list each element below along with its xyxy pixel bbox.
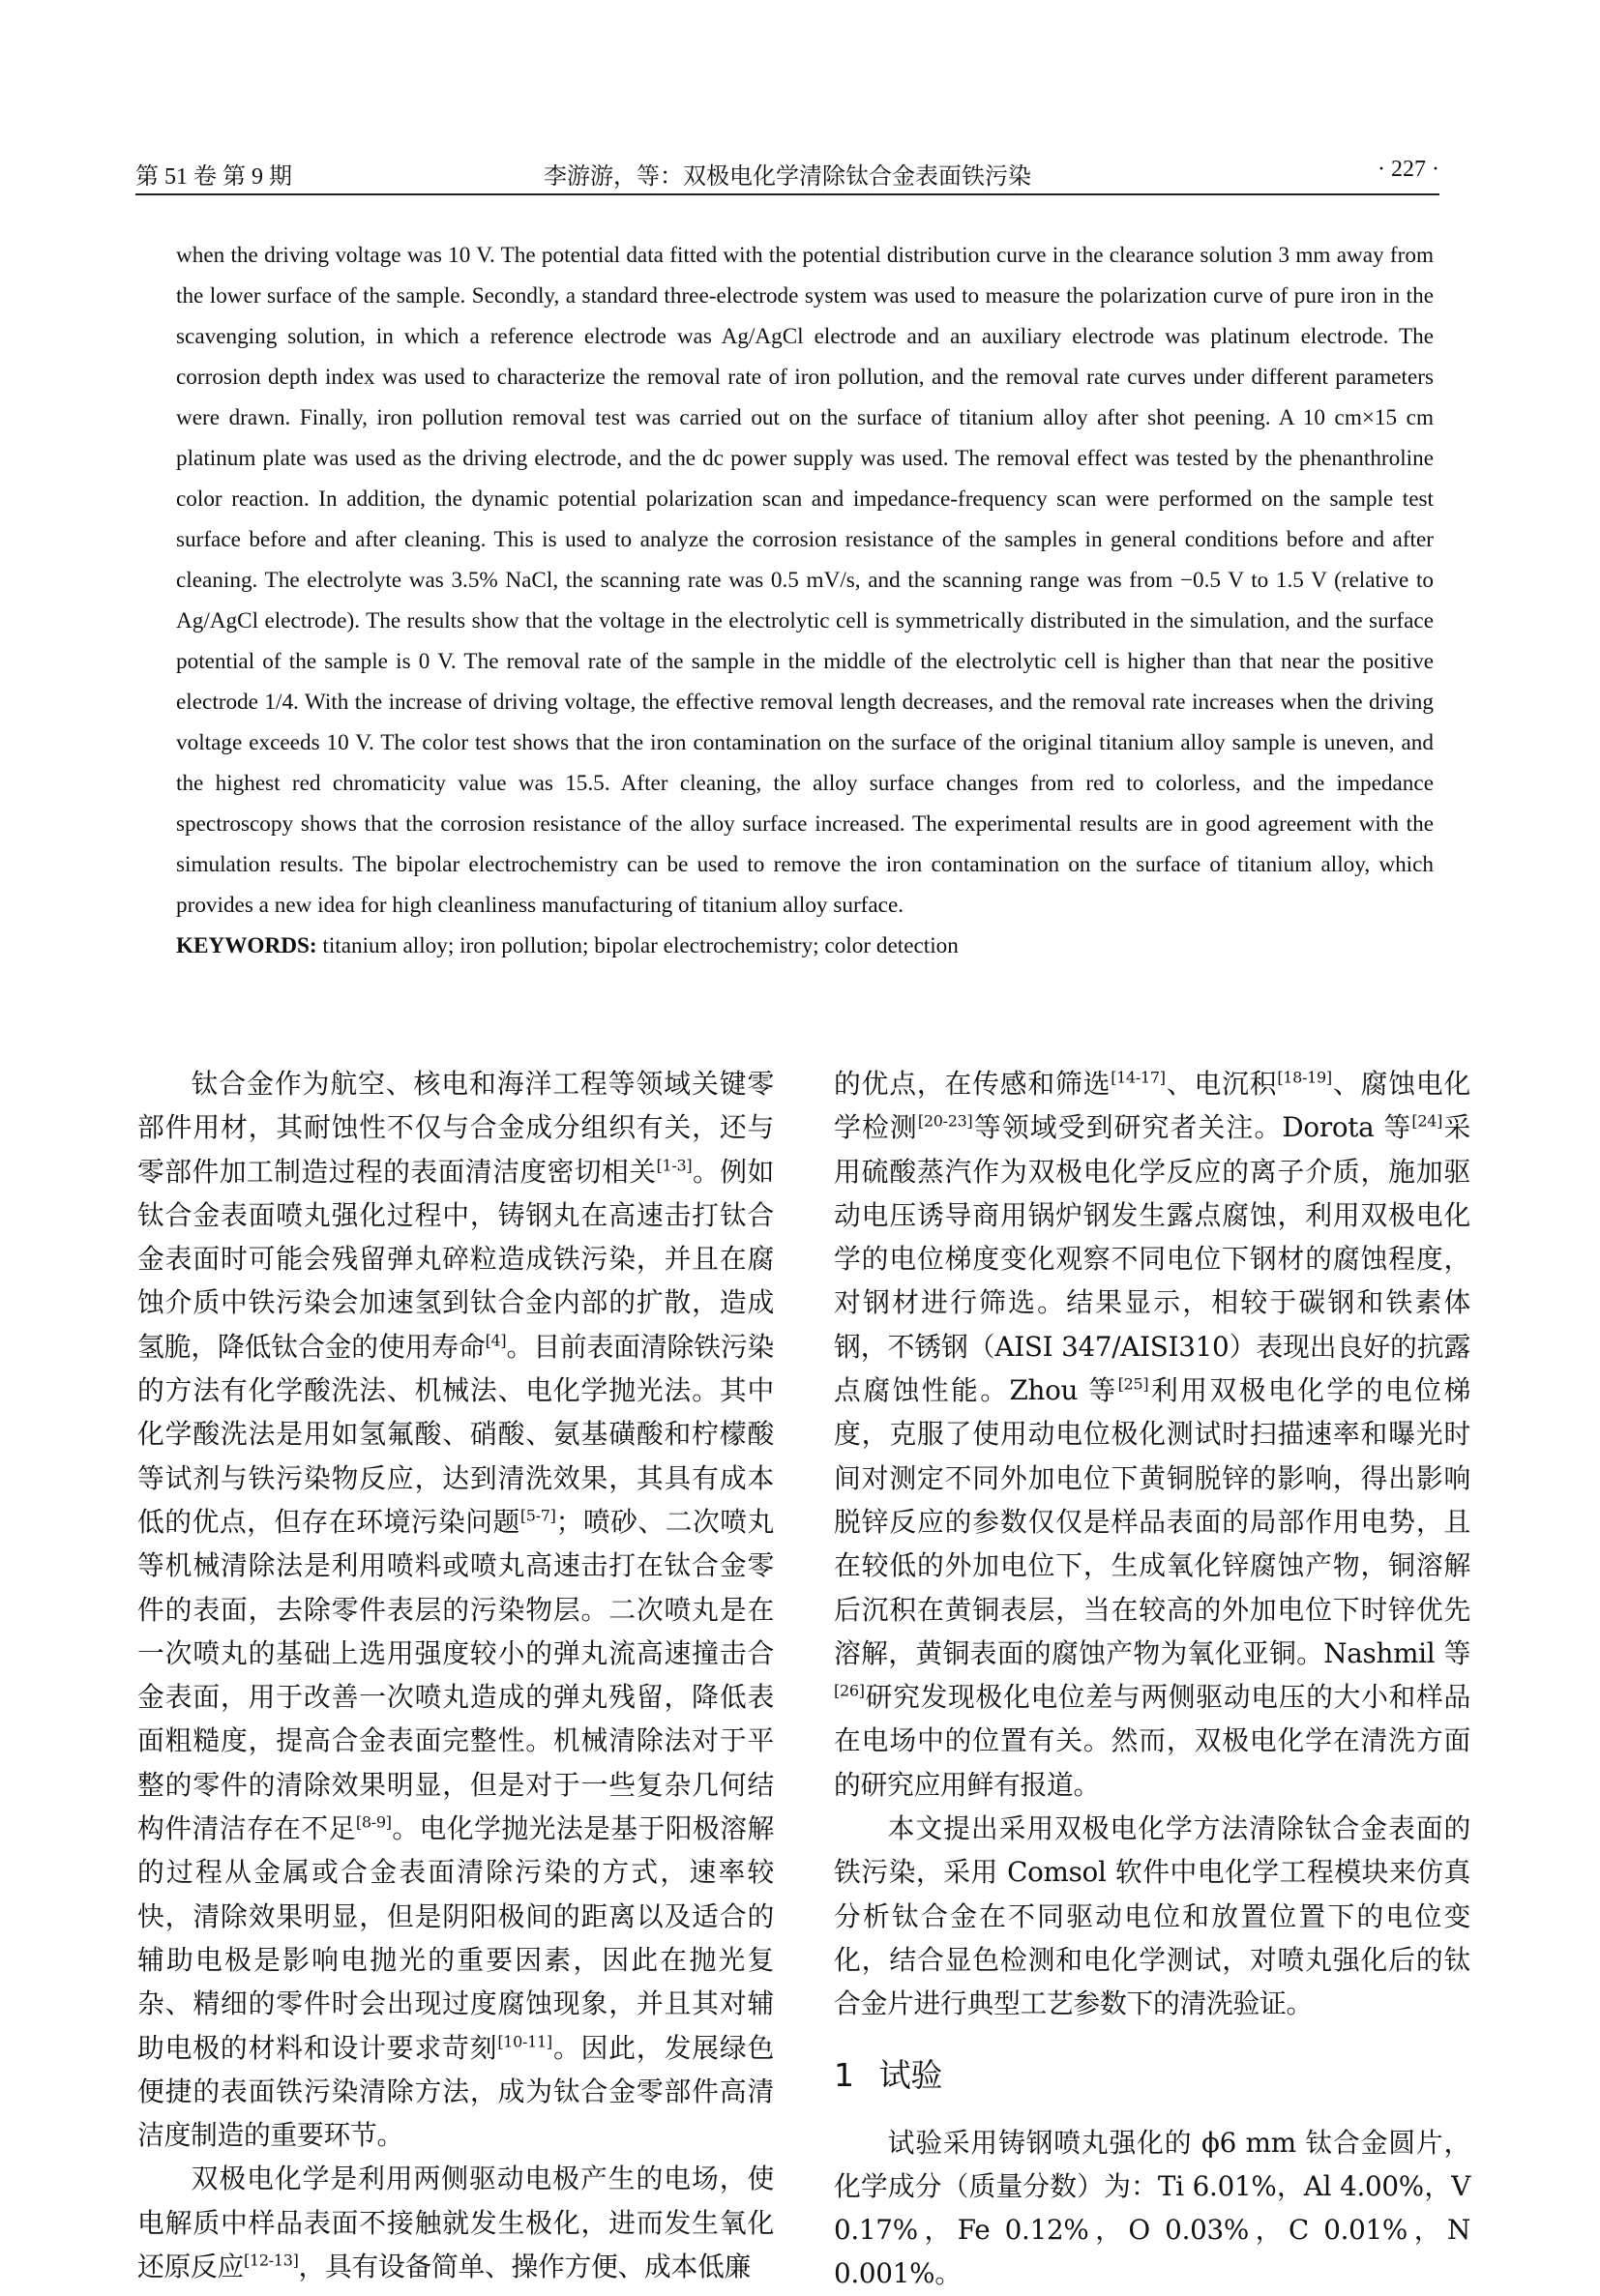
citation: [1-3] (656, 1156, 693, 1175)
intro-paragraph-3: 本文提出采用双极电化学方法清除钛合金表面的铁污染，采用 Comsol 软件中电化学工程模块来仿真分析钛合金在不同驱动电位和放置位置下的电位变化，结合显色检测和电化学测试，对喷丸强化后的钛合金片进行典型工艺参数下的清洗验证。 (834, 1812, 1470, 2020)
text-run: ；喷砂、二次喷丸等机械清除法是利用喷料或喷丸高速击打在钛合金零件的表面，去除零件表层的污染物层。二次喷丸是在一次喷丸的基础上选用强度较小的弹丸流高速撞击合金表面，用于改善一次喷丸造成的弹丸残留，降低表面粗糙度，提高合金表面完整性。机械清除法对于平整的零件的清除效果明显，但是对于一些复杂几何结构件清洁存在不足 (137, 1505, 774, 1845)
text-run: 的优点，在传感和筛选 (834, 1068, 1111, 1100)
text-run: 双极电化学是利用两侧驱动电极产生的电场，使电解质中样品表面不接触就发生极化，进而发生氧化还原反应 (137, 2163, 774, 2283)
text-run: 。例如钛合金表面喷丸强化过程中，铸钢丸在高速击打钛合金表面时可能会残留弹丸碎粒造成铁污染，并且在腐蚀介质中铁污染会加速氢到钛合金内部的扩散，造成氢脆，降低钛合金的使用寿命 (137, 1155, 774, 1363)
citation: [4] (485, 1331, 507, 1350)
running-header (135, 155, 1439, 195)
keywords-line (176, 926, 1434, 966)
text-run: ，具有设备简单、操作方便、成本低廉 (298, 2251, 751, 2283)
text-run: 等领域受到研究者关注。Dorota 等 (972, 1111, 1412, 1144)
citation: [25] (1117, 1374, 1149, 1394)
citation: [10-11] (497, 2032, 552, 2051)
section-title: 试验 (878, 2055, 943, 2094)
intro-paragraph-2-continued (834, 1062, 1470, 1807)
text-run: 利用双极电化学的电位梯度，克服了使用动电位极化测试时扫描速率和曝光时间对测定不同外加电位下黄铜脱锌的影响，得出影响脱锌反应的参数仅仅是样品表面的局部作用电势，且在较低的外加电位下，生成氧化锌腐蚀产物，铜溶解后沉积在黄铜表层，当在较高的外加电位下时锌优先溶解，黄铜表面的腐蚀产物为氧化亚铜。Nashmil 等 (834, 1374, 1471, 1669)
citation: [20-23] (917, 1112, 973, 1132)
text-run: 、电沉积 (1165, 1068, 1278, 1100)
section-heading (834, 2051, 1470, 2100)
intro-paragraph-2 (137, 2157, 774, 2288)
text-run: 钛合金作为航空、核电和海洋工程等领域关键零部件用材，其耐蚀性不仅与合金成分组织有关，还与零部件加工制造过程的表面清洁度密切相关 (137, 1068, 774, 1188)
citation: [24] (1411, 1112, 1443, 1132)
citation: [26] (834, 1681, 865, 1700)
keywords-list: titanium alloy; iron pollution; bipolar electrochemistry; color detection (316, 933, 959, 958)
citation: [8-9] (355, 1812, 392, 1832)
text-run: 。电化学抛光法是基于阳极溶解的过程从金属或合金表面清除污染的方式，速率较快，清除效果明显，但是阴阳极间的距离以及适合的辅助电极是影响电抛光的重要因素，因此在抛光复杂、精细的零件时会出现过度腐蚀现象，并且其对辅助电极的材料和设计要求苛刻 (137, 1812, 774, 2064)
left-column (137, 1062, 774, 2288)
volume-issue: 第 51 卷 第 9 期 (135, 164, 292, 190)
page-number: · 227 · (1378, 157, 1439, 182)
english-abstract (176, 235, 1434, 966)
text-run: 、腐蚀电化学检测 (834, 1068, 1470, 1144)
citation: [14-17] (1111, 1068, 1166, 1087)
text-run: 。目前表面清除铁污染的方法有化学酸洗法、机械法、电化学抛光法。其中化学酸洗法是用如氢氟酸、硝酸、氨基磺酸和柠檬酸等试剂与铁污染物反应，达到清洗效果，其具有成本低的优点，但存在环境污染问题 (137, 1330, 774, 1538)
intro-paragraph-1 (137, 1062, 774, 2157)
experiment-paragraph: 试验采用铸钢喷丸强化的 ϕ6 mm 钛合金圆片，化学成分（质量分数）为：Ti 6.01%，Al 4.00%，V 0.17%，Fe 0.12%，O 0.03%，C 0.01%，N 0.001%。 (834, 2126, 1470, 2290)
section-number: 1 (834, 2055, 854, 2094)
text-run: 研究发现极化电位差与两侧驱动电压的大小和样品在电场中的位置有关。然而，双极电化学在清洗方面的研究应用鲜有报道。 (834, 1681, 1470, 1801)
text-run: 采用硫酸蒸汽作为双极电化学反应的离子介质，施加驱动电压诱导商用锅炉钢发生露点腐蚀，利用双极电化学的电位梯度变化观察不同电位下钢材的腐蚀程度，对钢材进行筛选。结果显示，相较于碳钢和铁素体钢，不锈钢（AISI 347/AISI310）表现出良好的抗露点腐蚀性能。Zhou 等 (834, 1111, 1470, 1407)
right-column (834, 1062, 1470, 2296)
citation: [5-7] (519, 1506, 556, 1525)
citation: [12-13] (244, 2251, 299, 2270)
citation: [18-19] (1277, 1068, 1332, 1087)
text-run: 。因此，发展绿色便捷的表面铁污染清除方法，成为钛合金零部件高清洁度制造的重要环节。 (137, 2031, 774, 2152)
running-title: 李游游，等：双极电化学清除钛合金表面铁污染 (544, 164, 1031, 190)
keywords-label: KEYWORDS: (176, 933, 317, 958)
abstract-text: when the driving voltage was 10 V. The potential data fitted with the potential distribution curve in the clearance solution 3 mm away from the lower surface of the sample. Secondly, a standard three-electrode system was used to measure the polarization curve of pure iron in the scavenging solution, in which a reference electrode was Ag/AgCl electrode and an auxiliary electrode was platinum electrode. The corrosion depth index was used to characterize the removal rate of iron pollution, and the removal rate curves under different parameters were drawn. Finally, iron pollution removal test was carried out on the surface of titanium alloy after shot peening. A 10 cm×15 cm platinum plate was used as the driving electrode, and the dc power supply was used. The removal effect was tested by the phenanthroline color reaction. In addition, the dynamic potential polarization scan and impedance-frequency scan were performed on the sample test surface before and after cleaning. This is used to analyze the corrosion resistance of the samples in general conditions before and after cleaning. The electrolyte was 3.5% NaCl, the scanning rate was 0.5 mV/s, and the scanning range was from −0.5 V to 1.5 V (relative to Ag/AgCl electrode). The results show that the voltage in the electrolytic cell is symmetrically distributed in the simulation, and the surface potential of the sample is 0 V. The removal rate of the sample in the middle of the electrolytic cell is higher than that near the positive electrode 1/4. With the increase of driving voltage, the effective removal length decreases, and the removal rate increases when the driving voltage exceeds 10 V. The color test shows that the iron contamination on the surface of the original titanium alloy sample is uneven, and the highest red chromaticity value was 15.5. After cleaning, the alloy surface changes from red to colorless, and the impedance spectroscopy shows that the corrosion resistance of the alloy surface increased. The experimental results are in good agreement with the simulation results. The bipolar electrochemistry can be used to remove the iron contamination on the surface of titanium alloy, which provides a new idea for high cleanliness manufacturing of titanium alloy surface. (176, 243, 1434, 918)
